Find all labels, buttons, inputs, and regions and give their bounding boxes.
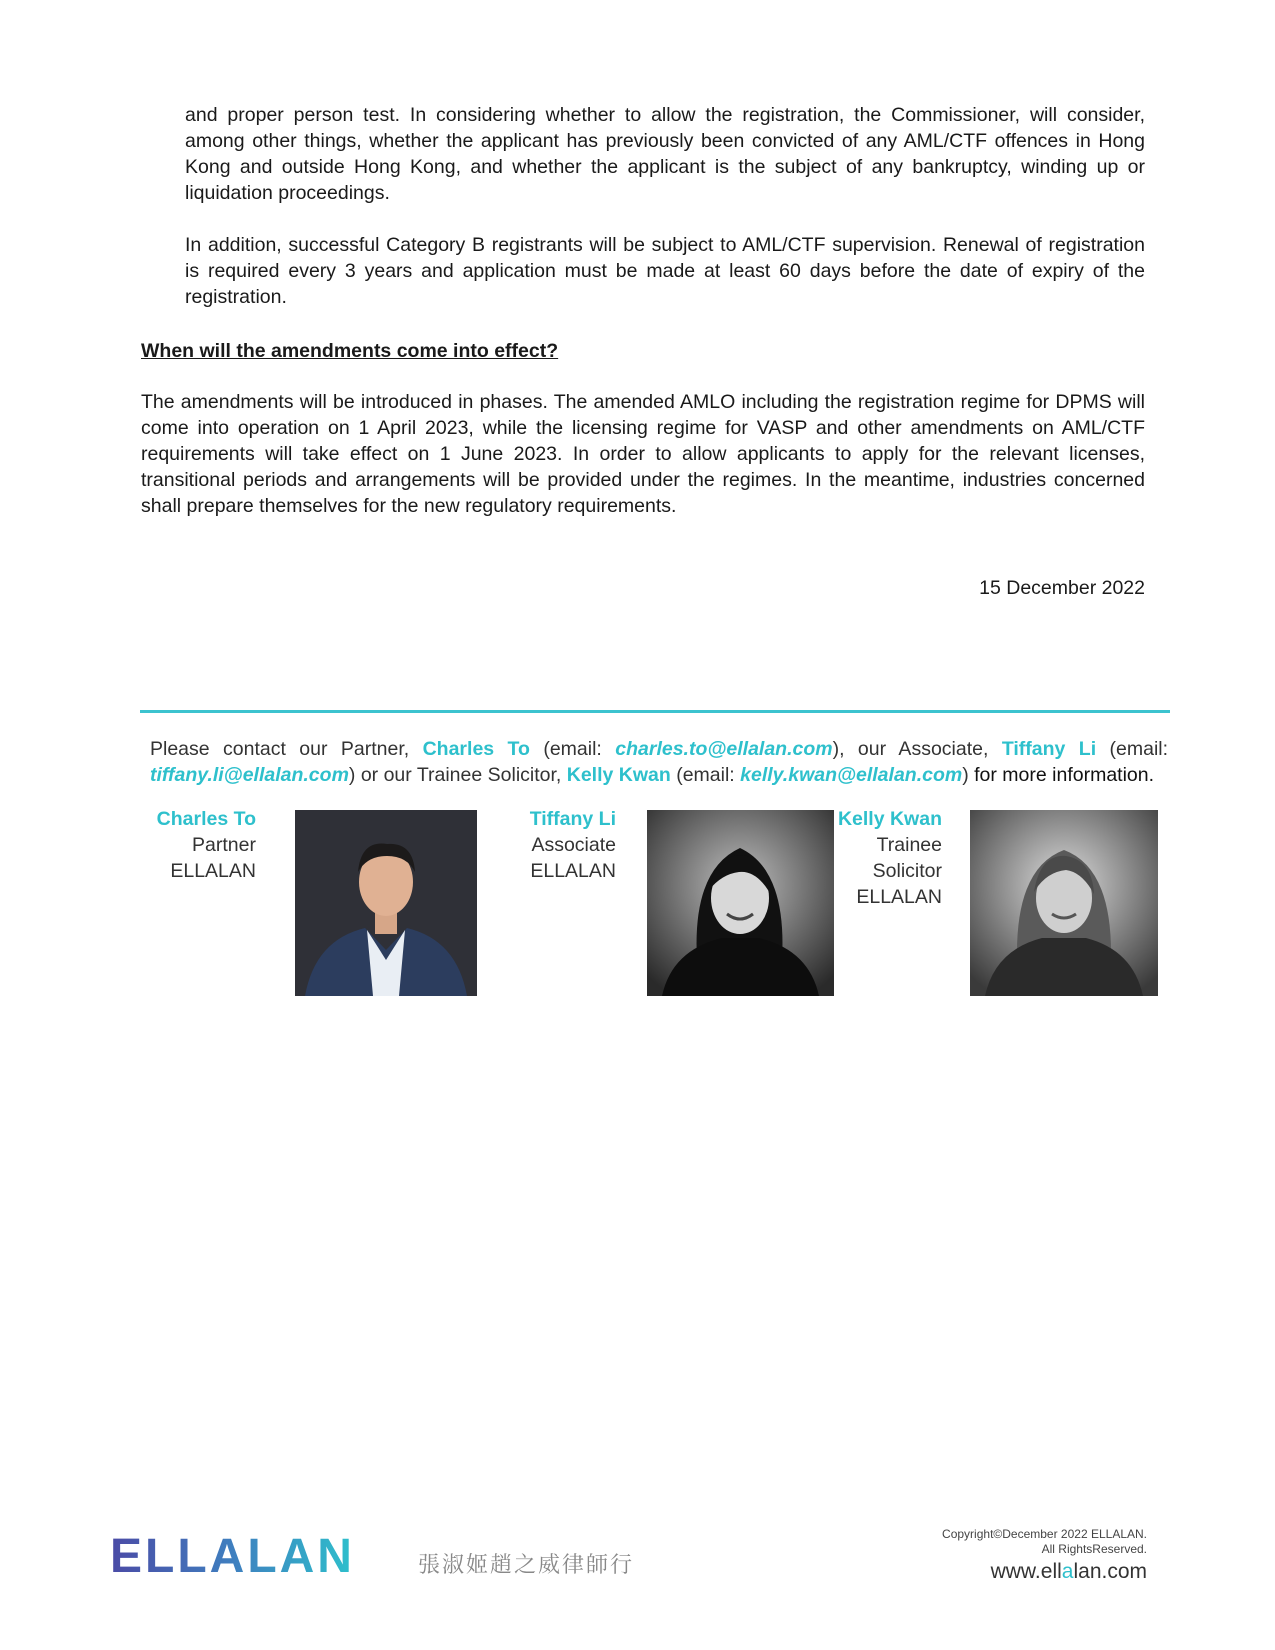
paragraph-fit-proper: and proper person test. In considering whether to allow the registration, the Commissioner, will consider, among other things, whether the applicant has previously been convicted of any AML/CTF offences in Hong Kong and outside Hong Kong, and whether the applicant is the subject of any bankruptcy, winding up or liquidation proceedings.	[185, 104, 1145, 204]
contact-name-tiffany: Tiffany Li	[1001, 738, 1097, 760]
person-role: Associate	[531, 834, 616, 856]
divider-line	[140, 710, 1170, 713]
copyright-line: Copyright©December 2022 ELLALAN.	[942, 1527, 1147, 1541]
website-text: lan.com	[1073, 1560, 1147, 1583]
contact-text: Please contact our Partner,	[150, 738, 423, 760]
person-role: Solicitor	[872, 860, 942, 882]
person-firm: ELLALAN	[856, 886, 942, 908]
person-name: Charles To	[156, 808, 256, 830]
contact-text: )	[962, 764, 969, 786]
portrait-photo-tiffany	[647, 810, 834, 996]
copyright-line: All RightsReserved.	[1041, 1542, 1147, 1556]
person-firm: ELLALAN	[170, 860, 256, 882]
paragraph-category-b: In addition, successful Category B registrants will be subject to AML/CTF supervision. Renewal of registration is required every 3 years and application must be made at least 60 days before the date of expiry of the registration.	[185, 234, 1145, 308]
person-firm: ELLALAN	[530, 860, 616, 882]
person-name: Tiffany Li	[529, 808, 616, 830]
contact-text: ), our Associate,	[832, 738, 1002, 760]
email-link-tiffany[interactable]: tiffany.li@ellalan.com	[150, 764, 349, 786]
contact-text: (email:	[1096, 738, 1169, 760]
paragraph-phases: The amendments will be introduced in phases. The amended AMLO including the registration regime for DPMS will come into operation on 1 April 2023, while the licensing regime for VASP and other amendments on AML/CTF requirements will take effect on 1 June 2023. In order to allow applicants to apply for the relevant licenses, transitional periods and arrangements will be provided under the regimes. In the meantime, industries concerned shall prepare themselves for the new regulatory requirements.	[141, 391, 1145, 517]
contact-text: (email:	[670, 764, 741, 786]
document-date: 15 December 2022	[979, 577, 1145, 599]
portrait-photo-kelly	[970, 810, 1158, 996]
contact-paragraph	[150, 736, 1168, 788]
website-text: a	[1061, 1560, 1074, 1583]
website-link[interactable]	[991, 1560, 1147, 1584]
email-link-kelly[interactable]: kelly.kwan@ellalan.com	[740, 764, 963, 786]
section-heading: When will the amendments come into effect?	[141, 340, 559, 362]
person-role: Trainee	[876, 834, 942, 856]
contact-name-charles: Charles To	[422, 738, 530, 760]
svg-text:ELLALAN: ELLALAN	[110, 1530, 355, 1578]
contact-name-kelly: Kelly Kwan	[566, 764, 671, 786]
contact-text: (email:	[529, 738, 616, 760]
portrait-photo-charles	[295, 810, 477, 996]
person-role: Partner	[192, 834, 256, 856]
contact-text: for more information.	[968, 764, 1155, 786]
copyright-notice	[942, 1527, 1147, 1557]
person-card-kelly	[830, 806, 942, 910]
person-name: Kelly Kwan	[837, 808, 942, 830]
person-card-charles	[150, 806, 256, 884]
contact-text: ) or our Trainee Solicitor,	[348, 764, 567, 786]
ellalan-logo	[110, 1530, 385, 1578]
firm-chinese-name: 張淑姬趙之威律師行	[418, 1553, 635, 1578]
person-card-tiffany	[516, 806, 616, 884]
website-text: www.ell	[990, 1560, 1062, 1583]
email-link-charles[interactable]: charles.to@ellalan.com	[615, 738, 833, 760]
